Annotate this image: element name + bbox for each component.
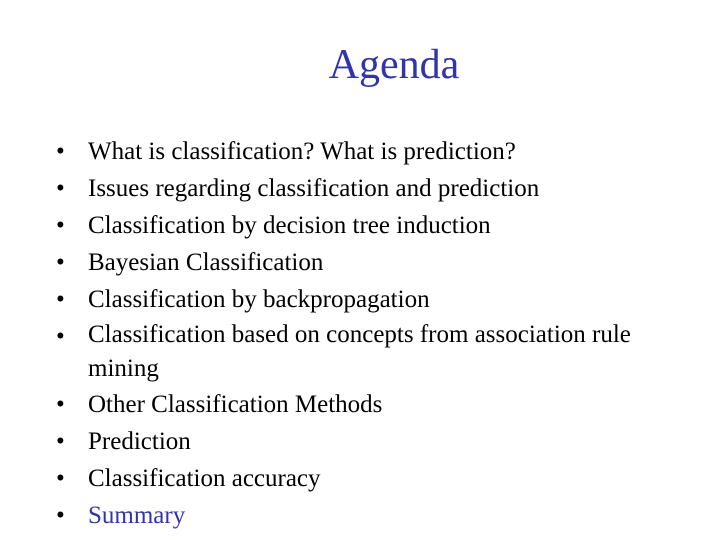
list-item-text: Classification by decision tree induction [88,212,491,239]
list-item-summary [56,497,696,534]
list-item [56,133,696,170]
bullet-icon: • [56,286,65,313]
list-item-text: What is classification? What is prediction? [88,138,516,165]
list-item [56,318,696,386]
bullet-icon: • [56,138,65,165]
list-item [56,460,696,497]
bullet-icon: • [56,502,65,529]
bullet-icon: • [56,323,65,350]
list-item [56,281,696,318]
bullet-icon: • [56,175,65,202]
list-item-text: Classification accuracy [88,465,321,492]
bullet-icon: • [56,249,65,276]
list-item-text: Prediction [88,428,191,455]
agenda-list [56,133,696,534]
list-item [56,170,696,207]
bullet-icon: • [56,465,65,492]
list-item [56,207,696,244]
slide-title: Agenda [328,42,460,88]
list-item-text: Summary [88,502,186,529]
list-item [56,386,696,423]
bullet-icon: • [56,212,65,239]
list-item [56,244,696,281]
bullet-icon: • [56,391,65,418]
list-item [56,423,696,460]
list-item-text: Classification by backpropagation [88,286,430,313]
list-item-text: Issues regarding classification and prediction [88,175,540,202]
list-item-text: Classification based on concepts from association rule mining [88,321,631,382]
list-item-text: Bayesian Classification [88,249,324,276]
bullet-icon: • [56,428,65,455]
list-item-text: Other Classification Methods [88,391,383,418]
